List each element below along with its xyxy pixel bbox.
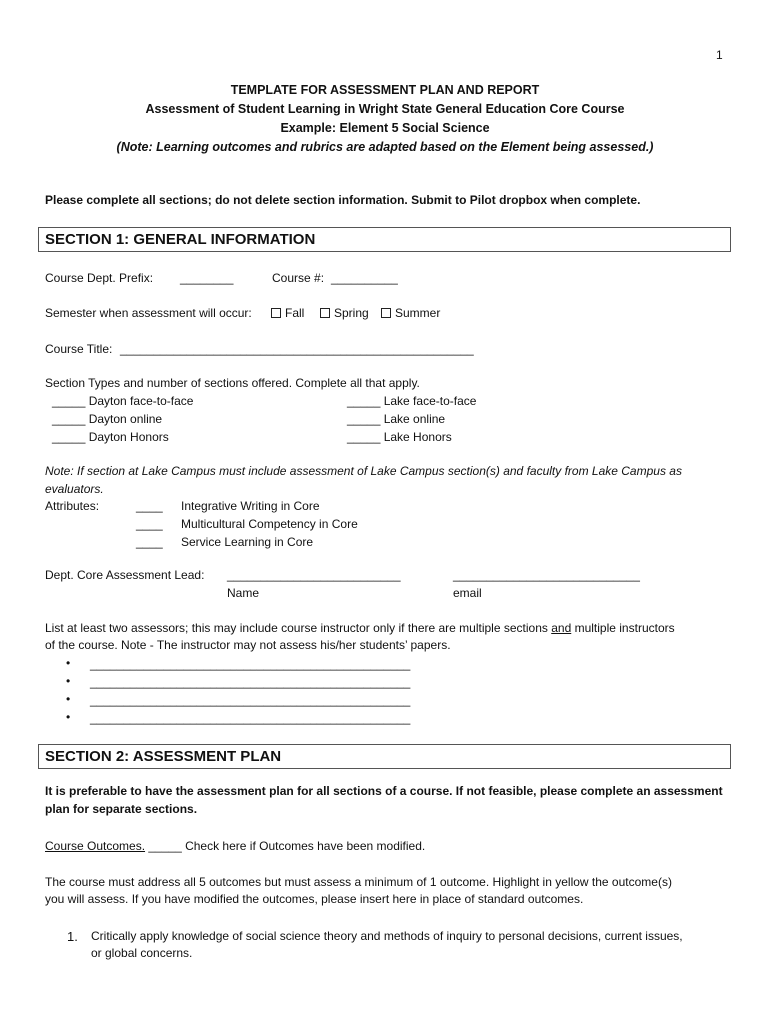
- section-type-lake-honors[interactable]: _____ Lake Honors: [347, 430, 452, 444]
- attribute-multicultural: Multicultural Competency in Core: [181, 517, 358, 531]
- attribute-service-learning: Service Learning in Core: [181, 535, 314, 549]
- section2-header: [38, 744, 731, 769]
- assessors-instructions: [45, 621, 675, 635]
- document-subtitle: Assessment of Student Learning in Wright State General Education Core Course: [145, 102, 625, 116]
- assessor-field-1[interactable]: ________________________________________________: [90, 657, 411, 671]
- bullet-icon: •: [66, 674, 71, 688]
- section-type-dayton-online[interactable]: _____ Dayton online: [52, 412, 163, 426]
- preferable-note: It is preferable to have the assessment plan for all sections of a course. If not feasible, please complete an assessment: [45, 784, 723, 798]
- document-example: Example: Element 5 Social Science: [280, 121, 490, 135]
- course-outcomes-line: [45, 839, 425, 853]
- course-number-label: Course #:: [272, 271, 325, 285]
- section-type-dayton-honors[interactable]: _____ Dayton Honors: [52, 430, 169, 444]
- document-title: TEMPLATE FOR ASSESSMENT PLAN AND REPORT: [230, 83, 540, 97]
- lake-campus-note-cont: evaluators.: [45, 482, 104, 496]
- spring-label: Spring: [334, 306, 369, 320]
- course-title-field[interactable]: _____________________________________________________: [120, 342, 474, 356]
- attribute-blank[interactable]: ____: [136, 517, 163, 531]
- section-type-dayton-f2f[interactable]: _____ Dayton face-to-face: [52, 394, 194, 408]
- section1-header: [38, 227, 731, 252]
- spring-checkbox[interactable]: [320, 308, 330, 318]
- attributes-label: Attributes:: [45, 499, 100, 513]
- document-note: (Note: Learning outcomes and rubrics are adapted based on the Element being assessed.): [116, 140, 654, 154]
- course-number-field[interactable]: __________: [331, 271, 398, 285]
- section-type-lake-f2f[interactable]: _____ Lake face-to-face: [347, 394, 477, 408]
- preferable-note-cont: plan for separate sections.: [45, 802, 198, 816]
- section1-title: SECTION 1: GENERAL INFORMATION: [45, 231, 316, 248]
- outcomes-instructions: The course must address all 5 outcomes but must assess a minimum of 1 outcome. Highlight in yellow the outcome(s): [45, 875, 672, 889]
- bullet-icon: •: [66, 692, 71, 706]
- lead-email-caption: email: [453, 586, 482, 600]
- assessors-note: of the course. Note - The instructor may not assess his/her students’ papers.: [45, 638, 451, 652]
- section2-title: SECTION 2: ASSESSMENT PLAN: [45, 748, 282, 765]
- semester-spring-option[interactable]: [320, 306, 369, 320]
- outcome-1-text: Critically apply knowledge of social science theory and methods of inquiry to personal decisions, current issues,: [91, 929, 683, 943]
- assessor-field-4[interactable]: ________________________________________________: [90, 711, 411, 725]
- assessor-field-3[interactable]: ________________________________________________: [90, 693, 411, 707]
- outcomes-instructions-cont: you will assess. If you have modified the outcomes, please insert here in place of standard outcomes.: [45, 892, 584, 906]
- assessor-field-2[interactable]: ________________________________________________: [90, 675, 411, 689]
- assessors-text-a: List at least two assessors; this may include course instructor only if there are multiple sections: [45, 621, 552, 635]
- fall-label: Fall: [285, 306, 305, 320]
- attribute-blank[interactable]: ____: [136, 535, 163, 549]
- assessors-text-b: multiple instructors: [571, 621, 675, 635]
- course-outcomes-label: Course Outcomes.: [45, 839, 146, 853]
- summer-checkbox[interactable]: [381, 308, 391, 318]
- lead-name-caption: Name: [227, 586, 260, 600]
- page-number: 1: [716, 48, 723, 62]
- semester-summer-option[interactable]: [381, 306, 440, 320]
- lead-name-field[interactable]: __________________________: [227, 568, 401, 582]
- summer-label: Summer: [395, 306, 441, 320]
- lead-email-field[interactable]: ____________________________: [453, 568, 640, 582]
- attribute-blank[interactable]: ____: [136, 499, 163, 513]
- assessors-and: and: [551, 621, 572, 635]
- section-types-intro: Section Types and number of sections offered. Complete all that apply.: [45, 376, 420, 390]
- course-title-label: Course Title:: [45, 342, 113, 356]
- bullet-icon: •: [66, 710, 71, 724]
- fall-checkbox[interactable]: [271, 308, 281, 318]
- section-type-lake-online[interactable]: _____ Lake online: [347, 412, 446, 426]
- dept-prefix-label: Course Dept. Prefix:: [45, 271, 154, 285]
- lake-campus-note: Note: If section at Lake Campus must include assessment of Lake Campus section(s) and faculty from Lake Campus as: [45, 464, 682, 478]
- dept-prefix-field[interactable]: ________: [180, 271, 234, 285]
- attribute-integrative-writing: Integrative Writing in Core: [181, 499, 320, 513]
- semester-label: Semester when assessment will occur:: [45, 306, 252, 320]
- semester-fall-option[interactable]: [271, 306, 304, 320]
- assessment-lead-label: Dept. Core Assessment Lead:: [45, 568, 205, 582]
- instructions: Please complete all sections; do not delete section information. Submit to Pilot dropbox when complete.: [45, 193, 641, 207]
- outcome-1-number: 1.: [67, 929, 78, 944]
- outcome-1-text-cont: or global concerns.: [91, 946, 193, 960]
- bullet-icon: •: [66, 656, 71, 670]
- outcomes-modified-check[interactable]: _____ Check here if Outcomes have been modified.: [145, 839, 426, 853]
